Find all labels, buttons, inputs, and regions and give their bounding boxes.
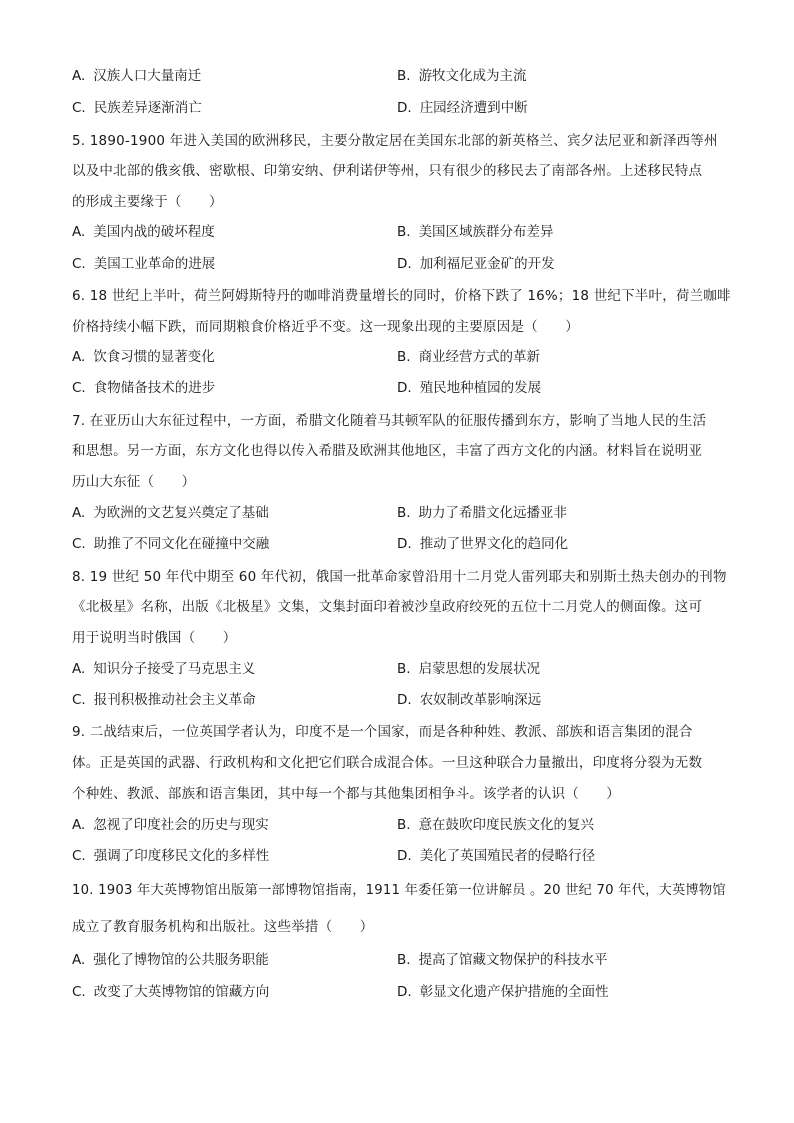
- option-row: [72, 659, 732, 679]
- option-letter: C.: [72, 848, 86, 864]
- option-letter: C.: [72, 380, 86, 396]
- option-letter: B.: [397, 349, 411, 365]
- option-row: [72, 534, 732, 554]
- option-a[interactable]: [72, 222, 215, 242]
- option-row: [72, 950, 732, 970]
- question-10-stem-line-2: 成立了教育服务机构和出版社。这些举措（ ）: [72, 919, 374, 935]
- option-c[interactable]: [72, 690, 256, 710]
- option-row: [72, 222, 732, 242]
- option-text: 美国工业革命的进展: [93, 256, 216, 272]
- option-row: [72, 347, 732, 367]
- option-text: 商业经营方式的革新: [418, 349, 541, 365]
- question-9-stem-line-3: 个种姓、教派、部族和语言集团，其中每一个都与其他集团相争斗。该学者的认识（ ）: [72, 786, 620, 802]
- question-6-stem-line-1: 6. 18 世纪上半叶，荷兰阿姆斯特丹的咖啡消费量增长的同时，价格下跌了 16%；18 世纪下半叶，荷兰咖啡: [72, 288, 731, 304]
- option-text: 报刊积极推动社会主义革命: [93, 692, 256, 708]
- option-a[interactable]: [72, 347, 215, 367]
- option-letter: C.: [72, 692, 86, 708]
- option-letter: D.: [397, 984, 412, 1000]
- option-text: 美化了英国殖民者的侵略行径: [419, 848, 596, 864]
- option-d[interactable]: [397, 378, 541, 398]
- option-letter: D.: [397, 100, 412, 116]
- option-letter: D.: [397, 692, 412, 708]
- option-text: 农奴制改革影响深远: [419, 692, 542, 708]
- option-letter: D.: [397, 848, 412, 864]
- option-c[interactable]: [72, 982, 269, 1002]
- option-text: 强调了印度移民文化的多样性: [93, 848, 270, 864]
- option-text: 庄园经济遭到中断: [419, 100, 528, 116]
- option-letter: B.: [397, 817, 411, 833]
- option-letter: C.: [72, 984, 86, 1000]
- question-10-stem-line-1: 10. 1903 年大英博物馆出版第一部博物馆指南，1911 年委任第一位讲解员 。20 世纪 70 年代，大英博物馆: [72, 883, 726, 898]
- option-text: 游牧文化成为主流: [418, 68, 527, 84]
- option-text: 汉族人口大量南迁: [93, 68, 202, 84]
- option-text: 加利福尼亚金矿的开发: [419, 256, 555, 272]
- option-a[interactable]: [72, 659, 255, 679]
- option-letter: B.: [397, 505, 411, 521]
- option-letter: A.: [72, 505, 86, 521]
- option-c[interactable]: [72, 98, 202, 118]
- option-letter: C.: [72, 536, 86, 552]
- question-9-stem-line-1: 9. 二战结束后，一位英国学者认为，印度不是一个国家，而是各种种姓、教派、部族和语言集团的混合: [72, 724, 693, 740]
- question-8-stem-line-1: 8. 19 世纪 50 年代中期至 60 年代初，俄国一批革命家曾沿用十二月党人雷列耶夫和别斯土热夫创办的刊物: [72, 569, 727, 585]
- option-text: 推动了世界文化的趋同化: [419, 536, 569, 552]
- option-b[interactable]: [397, 659, 540, 679]
- option-text: 食物储备技术的进步: [93, 380, 216, 396]
- question-8-stem-line-3: 用于说明当时俄国（ ）: [72, 630, 237, 646]
- option-row: [72, 254, 732, 274]
- option-text: 美国内战的破坏程度: [93, 224, 215, 240]
- option-d[interactable]: [397, 98, 528, 118]
- option-letter: A.: [72, 349, 86, 365]
- option-text: 民族差异逐渐消亡: [93, 100, 202, 116]
- option-letter: D.: [397, 380, 412, 396]
- option-d[interactable]: [397, 690, 541, 710]
- option-text: 启蒙思想的发展状况: [418, 661, 541, 677]
- option-letter: B.: [397, 224, 411, 240]
- option-text: 改变了大英博物馆的馆藏方向: [93, 984, 270, 1000]
- option-c[interactable]: [72, 378, 215, 398]
- option-letter: A.: [72, 224, 86, 240]
- option-letter: B.: [397, 661, 411, 677]
- option-text: 饮食习惯的显著变化: [93, 349, 215, 365]
- option-d[interactable]: [397, 846, 595, 866]
- option-a[interactable]: [72, 950, 269, 970]
- option-row: [72, 982, 732, 1002]
- option-d[interactable]: [397, 982, 609, 1002]
- option-letter: B.: [397, 952, 411, 968]
- question-9-stem-line-2: 体。正是英国的武器、行政机构和文化把它们联合成混合体。一旦这种联合力量撤出，印度将分裂为无数: [72, 755, 703, 771]
- option-row: [72, 378, 732, 398]
- option-b[interactable]: [397, 66, 527, 86]
- question-5-stem-line-3: 的形成主要缘于（ ）: [72, 194, 223, 210]
- option-letter: C.: [72, 256, 86, 272]
- option-letter: D.: [397, 536, 412, 552]
- option-letter: A.: [72, 817, 86, 833]
- option-c[interactable]: [72, 254, 215, 274]
- option-row: [72, 503, 732, 523]
- option-b[interactable]: [397, 222, 554, 242]
- option-text: 殖民地种植园的发展: [419, 380, 542, 396]
- option-letter: A.: [72, 68, 86, 84]
- question-7-stem-line-2: 和思想。另一方面，东方文化也得以传入希腊及欧洲其他地区，丰富了西方文化的内涵。材料旨在说明亚: [72, 443, 703, 459]
- option-a[interactable]: [72, 66, 201, 86]
- question-5-stem-line-1: 5. 1890-1900 年进入美国的欧洲移民，主要分散定居在美国东北部的新英格兰、宾夕法尼亚和新泽西等州: [72, 133, 718, 149]
- option-text: 彰显文化遗产保护措施的全面性: [419, 984, 609, 1000]
- option-row: [72, 846, 732, 866]
- option-text: 助力了希腊文化远播亚非: [418, 505, 568, 521]
- option-text: 美国区域族群分布差异: [418, 224, 554, 240]
- option-text: 知识分子接受了马克思主义: [93, 661, 256, 677]
- option-text: 强化了博物馆的公共服务职能: [93, 952, 269, 968]
- option-letter: D.: [397, 256, 412, 272]
- option-letter: A.: [72, 661, 86, 677]
- option-text: 为欧洲的文艺复兴奠定了基础: [93, 505, 269, 521]
- option-c[interactable]: [72, 846, 269, 866]
- option-letter: B.: [397, 68, 411, 84]
- question-5-stem-line-2: 以及中北部的俄亥俄、密歇根、印第安纳、伊利诺伊等州，只有很少的移民去了南部各州。上述移民特点: [72, 163, 703, 179]
- option-letter: A.: [72, 952, 86, 968]
- option-text: 助推了不同文化在碰撞中交融: [93, 536, 270, 552]
- option-b[interactable]: [397, 815, 594, 835]
- question-7-stem-line-3: 历山大东征（ ）: [72, 474, 196, 490]
- question-6-stem-line-2: 价格持续小幅下跌，而同期粮食价格近乎不变。这一现象出现的主要原因是（ ）: [72, 319, 579, 335]
- option-row: [72, 815, 732, 835]
- option-a[interactable]: [72, 815, 269, 835]
- question-8-stem-line-2: 《北极星》名称，出版《北极星》文集，文集封面印着被沙皇政府绞死的五位十二月党人的侧面像。这可: [72, 599, 703, 615]
- option-row: [72, 98, 732, 118]
- option-a[interactable]: [72, 503, 269, 523]
- option-b[interactable]: [397, 950, 608, 970]
- option-text: 提高了馆藏文物保护的科技水平: [418, 952, 608, 968]
- option-b[interactable]: [397, 503, 567, 523]
- question-7-stem-line-1: 7. 在亚历山大东征过程中，一方面，希腊文化随着马其顿军队的征服传播到东方，影响了当地人民的生活: [72, 413, 707, 429]
- option-b[interactable]: [397, 347, 540, 367]
- option-d[interactable]: [397, 254, 555, 274]
- option-row: [72, 66, 732, 86]
- option-c[interactable]: [72, 534, 269, 554]
- option-text: 忽视了印度社会的历史与现实: [93, 817, 269, 833]
- option-text: 意在鼓吹印度民族文化的复兴: [418, 817, 595, 833]
- option-letter: C.: [72, 100, 86, 116]
- option-d[interactable]: [397, 534, 568, 554]
- option-row: [72, 690, 732, 710]
